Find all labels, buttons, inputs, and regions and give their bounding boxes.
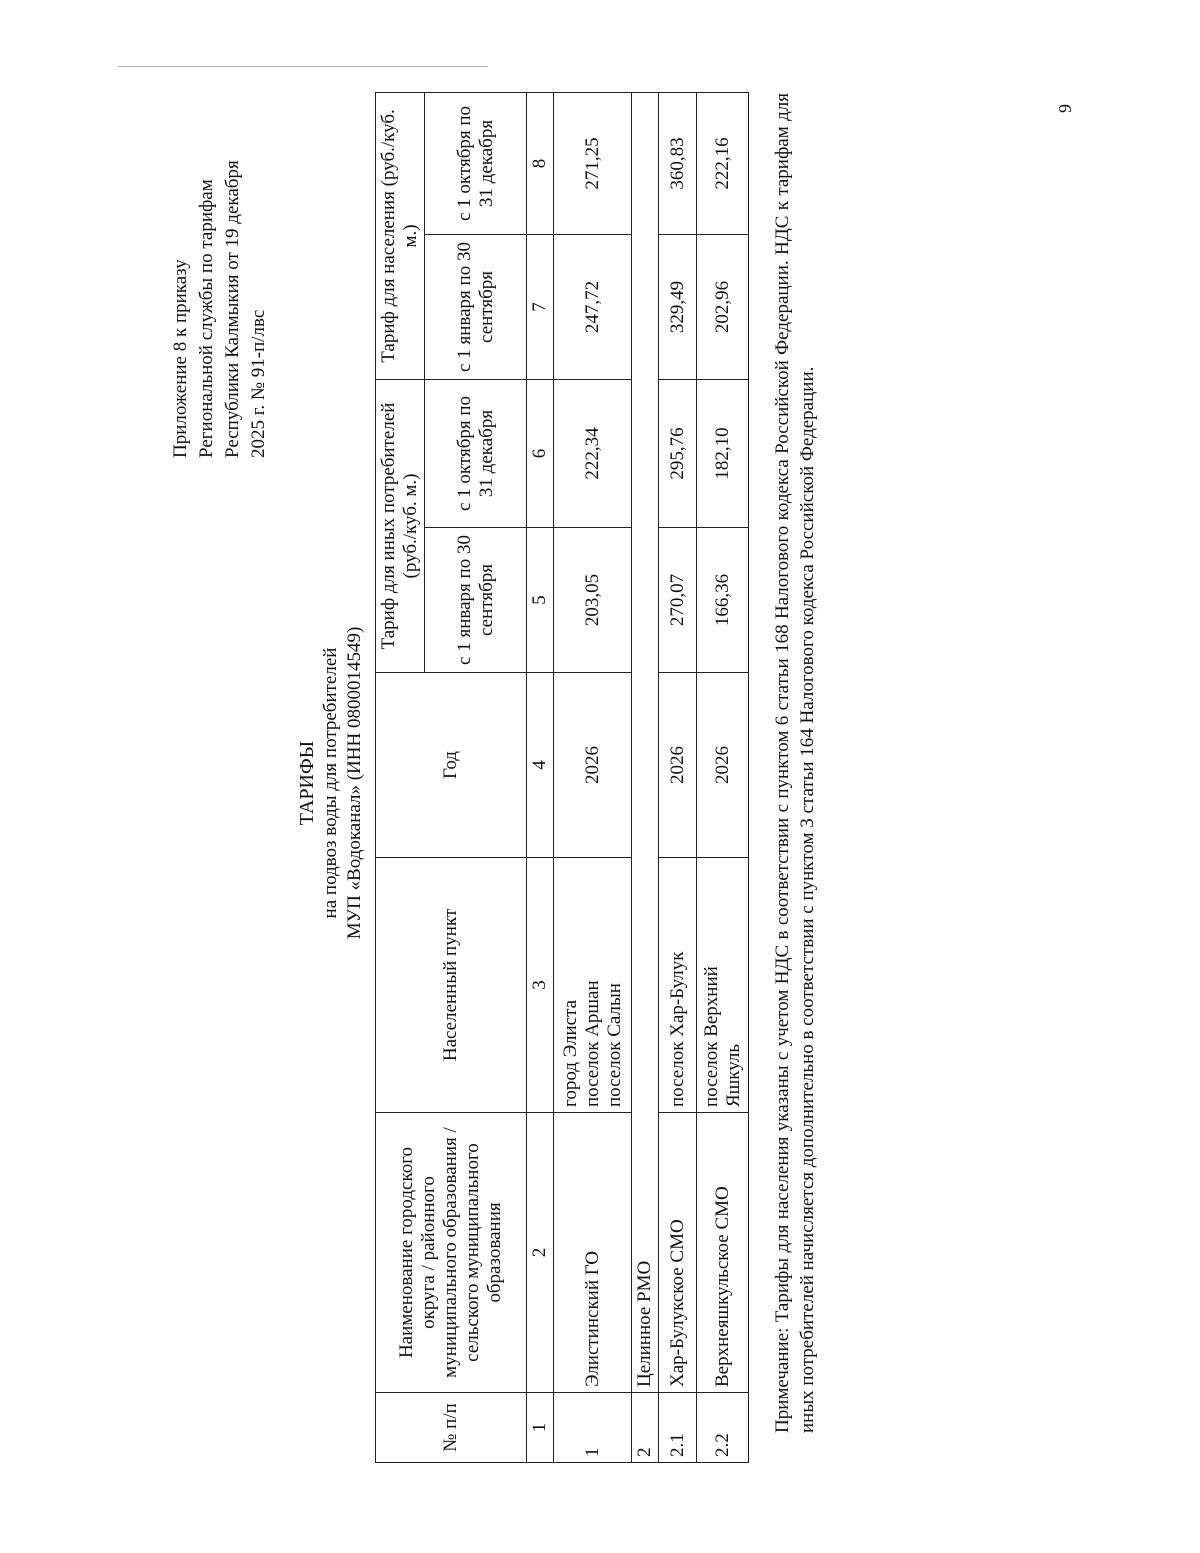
row-settlement <box>554 858 632 1113</box>
header-other-consumers: Тариф для иных потребителей (руб./куб. м.) <box>376 379 425 672</box>
approval-line-1: Приложение 8 к приказу <box>170 259 191 458</box>
row-pop-tariff-1: 202,96 <box>697 234 749 379</box>
section-name: Целинное РМО <box>632 92 659 1392</box>
col-number: 5 <box>527 528 554 673</box>
row-year: 2026 <box>659 673 697 858</box>
header-municipality: Наименование городского округа / районного муниципального образования / сельского муниципального образования <box>376 1113 527 1393</box>
row-other-tariff-2: 182,10 <box>697 379 749 527</box>
col-number: 7 <box>527 234 554 379</box>
row-other-tariff-1: 203,05 <box>554 528 632 673</box>
row-pop-tariff-2: 271,25 <box>554 92 632 234</box>
settlement-line: Яшкуль <box>722 1043 744 1107</box>
section-num: 2 <box>632 1393 659 1463</box>
row-pop-tariff-2: 360,83 <box>659 92 697 234</box>
title-subtitle-1: на подвоз воды для потребителей <box>320 647 341 919</box>
column-number-row <box>527 92 554 1462</box>
row-other-tariff-1: 166,36 <box>697 528 749 673</box>
settlement-line: город Элиста <box>559 999 581 1107</box>
header-other-period-2: с 1 октября по 31 декабря <box>425 379 527 527</box>
approval-line-4: 2025 г. № 91-п/лвс <box>248 309 269 458</box>
col-number: 2 <box>527 1113 554 1393</box>
row-other-tariff-2: 295,76 <box>659 379 697 527</box>
row-municipality: Хар-Булукское СМО <box>659 1113 697 1393</box>
row-year: 2026 <box>554 673 632 858</box>
table-row <box>659 92 697 1462</box>
row-num: 2.1 <box>659 1393 697 1463</box>
header-year: Год <box>376 673 527 858</box>
table-row <box>554 92 632 1462</box>
row-year: 2026 <box>697 673 749 858</box>
row-municipality: Элистинский ГО <box>554 1113 632 1393</box>
row-num: 2.2 <box>697 1393 749 1463</box>
approval-line-3: Республики Калмыкия от 19 декабря <box>222 160 243 458</box>
header-settlement: Населенный пункт <box>376 858 527 1113</box>
footnote: Примечание: Тарифы для населения указаны с учетом НДС в соответствии с пунктом 6 статьи 168 Налогового кодекса Российской Федерации. НДС к тарифам для иных потребителей начисляется дополнительно в соответствии с пунктом 3 статьи 164 Налогового кодекса Российской Федерации. <box>772 93 818 1433</box>
table-row <box>697 92 749 1462</box>
title-subtitle-2: МУП «Водоканал» (ИНН 0800014549) <box>344 626 365 940</box>
row-pop-tariff-1: 247,72 <box>554 234 632 379</box>
settlement-line: поселок Верхний <box>700 966 722 1107</box>
settlement-line: поселок Аршан <box>581 980 603 1107</box>
title-main: ТАРИФЫ <box>296 740 318 826</box>
col-number: 4 <box>527 673 554 858</box>
approval-header <box>168 138 272 458</box>
header-pop-period-2: с 1 октября по 31 декабря <box>425 92 527 234</box>
header-population: Тариф для населения (руб./куб. м.) <box>376 92 425 379</box>
col-number: 3 <box>527 858 554 1113</box>
row-num: 1 <box>554 1393 632 1463</box>
settlement-line: поселок Салын <box>603 983 625 1107</box>
header-other-period-1: с 1 января по 30 сентября <box>425 528 527 673</box>
document-title <box>295 393 367 1173</box>
approval-line-2: Региональной службы по тарифам <box>196 179 217 458</box>
col-number: 1 <box>527 1393 554 1463</box>
tariffs-table <box>375 92 749 1463</box>
page-number: 9 <box>1055 104 1075 113</box>
row-other-tariff-2: 222,34 <box>554 379 632 527</box>
row-pop-tariff-2: 222,16 <box>697 92 749 234</box>
row-settlement: поселок Хар-Булук <box>659 858 697 1113</box>
header-num: № п/п <box>376 1393 527 1463</box>
row-settlement <box>697 858 749 1113</box>
table-header-row <box>376 92 425 1462</box>
row-other-tariff-1: 270,07 <box>659 528 697 673</box>
col-number: 8 <box>527 92 554 234</box>
row-municipality: Верхнеяшкульское СМО <box>697 1113 749 1393</box>
header-pop-period-1: с 1 января по 30 сентября <box>425 234 527 379</box>
section-row <box>632 92 659 1462</box>
col-number: 6 <box>527 379 554 527</box>
row-pop-tariff-1: 329,49 <box>659 234 697 379</box>
